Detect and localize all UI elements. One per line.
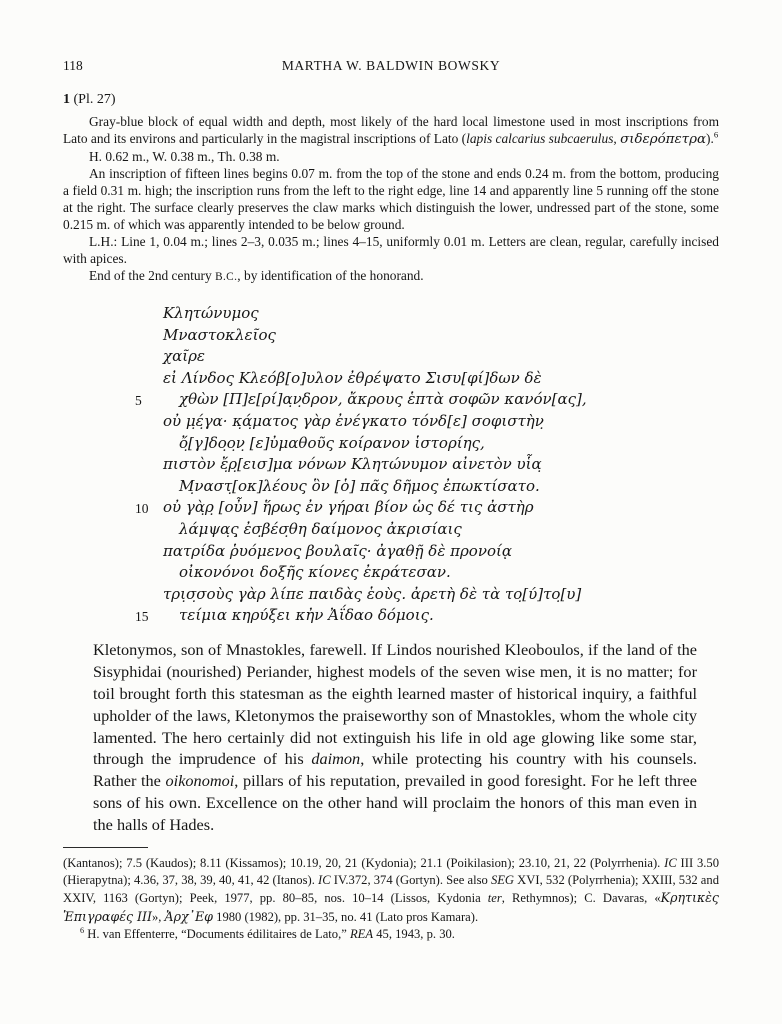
inscription-line: Μ̣ναστ̣[οκ]λέους ὃν [ὁ] πᾶς δῆμος ἐπωκτίσατο.	[179, 476, 540, 495]
inscription-line: λάμψα̣ς̣ ἐσ̣βέσ̣θη δαίμονος ἀκρισίαις	[179, 519, 462, 538]
inscription-line: οὐ μ̣έ̣γα· κ̣ά̣ματος γὰρ ἐνέγκατο τόνδ[ε] σοφιστὴν̣	[163, 411, 544, 430]
dimensions-line: H. 0.62 m., W. 0.38 m., Th. 0.38 m.	[89, 149, 280, 164]
stone-description-paragraph: Gray-blue block of equal width and depth, most likely of the hard local limestone used in most inscriptions from Lato and its environs and particularly in the magistral inscriptions of Lato (lapis calcarius subcaerulus, σιδερόπετρα).$^6$	[63, 114, 719, 147]
line-number: 10	[135, 501, 149, 517]
inscription-line: χαῖρε	[163, 347, 205, 366]
inscription-line: τρι̣σ̣σοὺς γὰρ λίπε παιδὰς ἑοὺς. ἀρετὴ δὲ τὰ το̣[ύ]το̣[υ]	[163, 584, 582, 603]
footnote-separator-rule	[63, 847, 148, 848]
entry-number: 1	[63, 92, 70, 107]
letter-heights-paragraph: L.H.: Line 1, 0.04 m.; lines 2–3, 0.035 m.; lines 4–15, uniformly 0.01 m. Letters are clean, regular, carefully incised with apices.	[63, 234, 719, 266]
inscription-line: εἰ Λίνδος Κλεόβ[ο]υλον ἐθρέψατο Σισυ[φί]δων δὲ	[163, 368, 542, 387]
inscription-line: πιστὸν ἔ̣ρ̣[εισ]μα νόνων Κλητώνυμον αἰνετὸν υἷα̣	[163, 455, 542, 474]
inscription-line: οἰκονόνοι δοξῆς κίονες ἐκράτεσαν.	[179, 563, 451, 582]
inscription-field-paragraph: An inscription of fifteen lines begins 0.07 m. from the top of the stone and ends 0.24 m. from the bottom, producing a field 0.31 m. high; the inscription runs from the left to the right edge, line 14 and apparently line 5 running off the stone at the right. The surface clearly preserves the claw marks which distinguish the lower, undressed part of the stone, some 0.215 m. of which was apparently intended to be below ground.	[63, 166, 719, 232]
running-head-author: MARTHA W. BALDWIN BOWSKY	[281, 58, 501, 73]
entry-plate-ref: (Pl. 27)	[70, 92, 116, 107]
greek-inscription-text	[135, 303, 719, 627]
line-number: 15	[135, 609, 149, 625]
page-number: 118	[63, 58, 83, 73]
running-header	[63, 58, 719, 76]
line-number: 5	[135, 393, 142, 409]
inscription-line: Κλητώνυμος	[163, 304, 259, 322]
inscription-line: 15 τείμια κηρύξει κἠν Ἀΐδαο δόμοις.	[135, 605, 719, 627]
inscription-line: Μναστοκλεῖος	[163, 325, 276, 344]
footnote-continued-paragraph: (Kantanos); 7.5 (Kaudos); 8.11 (Kissamos); 10.19, 20, 21 (Kydonia); 21.1 (Poikilasion); 23.10, 21, 22 (Polyrrhenia). IC III 3.50 (Hierapytna); 4.36, 37, 38, 39, 40, 41, 42 (Itanos). IC IV.372, 374 (Gortyn). See also SEG XVI, 532 (Polyrrhenia); XXIII, 532 and XXIV, 1163 (Gortyn); Peek, 1977, pp. 80–85, nos. 10–14 (Lissos, Kydonia ter, Rethymnos); C. Davaras, «Κρητικὲς Ἐπιγραφές III», Ἀρχ᾿Εφ 1980 (1982), pp. 31–35, no. 41 (Lato pros Kamara).	[63, 856, 720, 924]
date-paragraph: End of the 2nd century B.C., by identification of the honorand.	[89, 268, 424, 283]
translation-paragraph: Kletonymos, son of Mnastokles, farewell. If Lindos nourished Kleoboulos, if the land of the Sisyphidai (nourished) Periander, highest models of the seven wise men, it is no matter; for toil brought forth this statesman as the eighth learned master of historical inquiry, a faithful upholder of the laws, Kletonymos the praiseworthy son of Mnastokles, whom the whole city lamented. The hero certainly did not extinguish his life in old age glowing like some star, through the imprudence of his daimon, while protecting his country with his counsels. Rather the oikonomoi, pillars of his reputation, prevailed in good foresight. For he left three sons of his own. Excellence on the other hand will proclaim the honors of this man even in the halls of Hades.	[93, 639, 697, 835]
inscription-line: 5 χθὼν [Π]ε[ρί]α̣ν̣δρον, ἄκρους ἑπτὰ σοφῶν κανόν[ας],	[135, 389, 719, 411]
footnote-6: $^6$ H. van Effenterre, “Documents édilitaires de Lato,” REA 45, 1943, p. 30.	[80, 925, 455, 941]
inscription-line: ὄ̣[γ]δο̣ο̣ν̣ [ε]ὐμαθοῦς κοίρανον ἱστορίης,	[179, 433, 485, 452]
inscription-line: πατρίδα ῥυόμενος̣ βουλαῖς· ἀγαθῇ δὲ προνοίᾳ	[163, 541, 512, 560]
entry-heading	[63, 92, 719, 108]
inscription-line: 10 οὐ γὰ̣ρ̣ [οὖν] ἥρως ἐν γήραι βίον ὡς δέ τις ἀστὴρ	[135, 497, 719, 519]
